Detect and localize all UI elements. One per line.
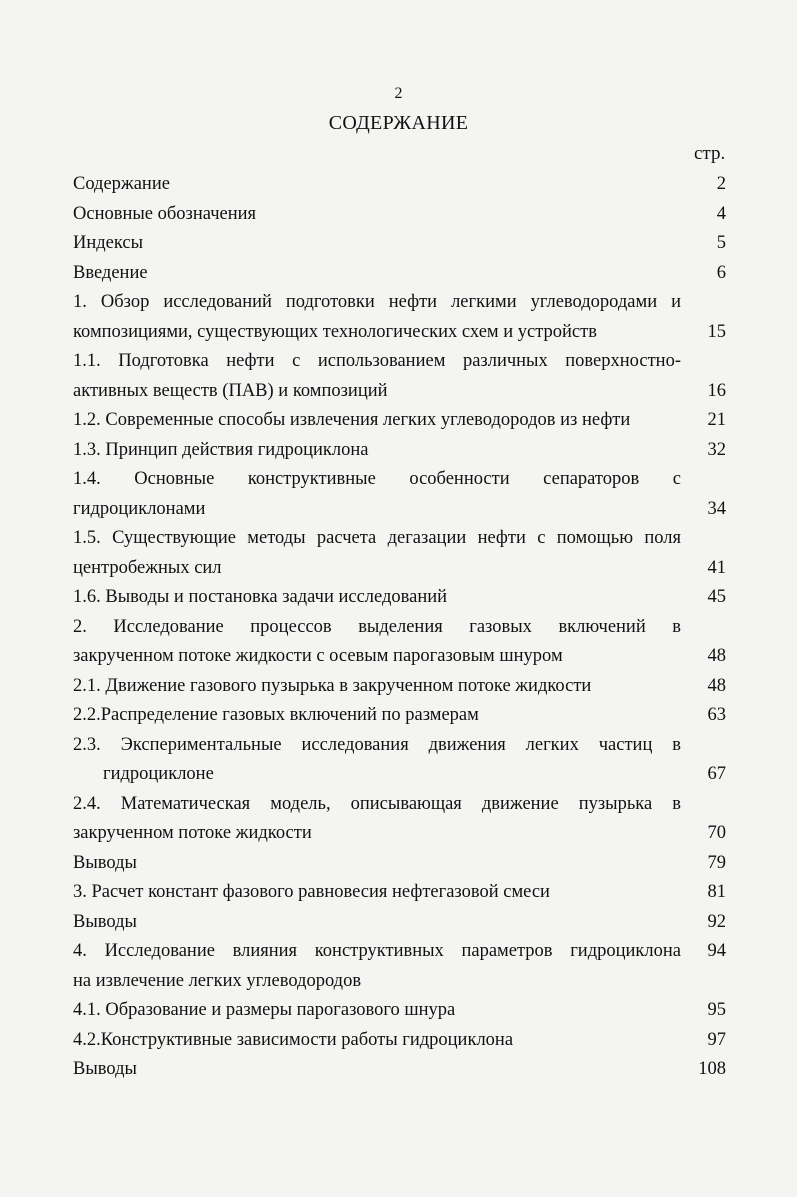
toc-entry-line: Введение bbox=[73, 262, 148, 283]
toc-entry-page: 21 bbox=[707, 410, 726, 430]
toc-entry-line: 1.3. Принцип действия гидроциклона bbox=[73, 439, 369, 460]
toc-entry-line: 2.4. Математическая модель, описывающая движение пузырька в bbox=[73, 793, 681, 814]
toc-entry-page: 97 bbox=[707, 1029, 726, 1050]
toc-entry-line: Выводы bbox=[73, 1059, 137, 1079]
toc-entry-line: Выводы bbox=[73, 911, 137, 932]
toc-entry bbox=[73, 170, 728, 200]
toc-entry bbox=[73, 436, 728, 466]
page-column-label: стр. bbox=[694, 143, 726, 164]
toc-entry-line: 1.1. Подготовка нефти с использованием различных поверхностно- bbox=[73, 351, 681, 371]
toc-entry bbox=[73, 524, 728, 583]
toc-entry bbox=[73, 406, 728, 436]
toc-entry-line: 4.1. Образование и размеры парогазового шнура bbox=[73, 1000, 456, 1020]
toc-entry bbox=[73, 200, 728, 230]
toc-entry bbox=[73, 878, 728, 908]
toc-entry-line: Выводы bbox=[73, 852, 137, 873]
toc-entry-page: 2 bbox=[716, 174, 726, 194]
toc-entry-line: композициями, существующих технологических схем и устройств bbox=[73, 321, 597, 342]
toc-entry-line: гидроциклоне bbox=[103, 764, 214, 784]
toc-entry bbox=[73, 1055, 728, 1085]
toc-entry bbox=[73, 849, 728, 879]
toc-entry bbox=[73, 937, 728, 996]
toc-entry-line: активных веществ (ПАВ) и композиций bbox=[73, 380, 388, 401]
page-number: 2 bbox=[394, 85, 403, 102]
toc-entry bbox=[73, 701, 728, 731]
toc-entry bbox=[73, 259, 728, 289]
toc-entry-line: 1.4. Основные конструктивные особенности сепараторов с bbox=[73, 469, 681, 489]
toc-entry-page: 15 bbox=[707, 321, 726, 342]
toc-entry-line: закрученном потоке жидкости с осевым парогазовым шнуром bbox=[73, 646, 563, 666]
toc-entry bbox=[73, 229, 728, 259]
page-title: СОДЕРЖАНИЕ bbox=[328, 112, 469, 134]
toc-entry-line: 3. Расчет констант фазового равновесия нефтегазовой смеси bbox=[73, 882, 550, 902]
toc-entry-page: 32 bbox=[707, 439, 726, 460]
toc-entry bbox=[73, 908, 728, 938]
toc-entry-page: 48 bbox=[707, 646, 726, 666]
toc-entry-page: 95 bbox=[707, 1000, 726, 1020]
toc-entry-line: Содержание bbox=[73, 174, 170, 194]
toc-entry bbox=[73, 465, 728, 524]
toc-entry-page: 5 bbox=[716, 233, 726, 253]
toc-entry-page: 67 bbox=[707, 764, 726, 784]
toc-entry-line: закрученном потоке жидкости bbox=[73, 823, 312, 843]
toc-entry-page: 4 bbox=[716, 203, 726, 224]
toc-entry-page: 108 bbox=[698, 1059, 726, 1079]
toc-entry-line: 2.1. Движение газового пузырька в закрученном потоке жидкости bbox=[73, 675, 592, 696]
toc-entry-line: 2.3. Экспериментальные исследования движения легких частиц в bbox=[73, 734, 681, 755]
toc-entry-page: 34 bbox=[707, 498, 726, 519]
toc-entry-line: 1. Обзор исследований подготовки нефти легкими углеводородами и bbox=[73, 292, 681, 312]
toc-entry-page: 94 bbox=[707, 941, 726, 961]
toc-entry-page: 92 bbox=[707, 911, 726, 932]
toc-entry-line: центробежных сил bbox=[73, 557, 222, 578]
toc-entry bbox=[73, 347, 728, 406]
toc-entry-line: 4. Исследование влияния конструктивных параметров гидроциклона bbox=[73, 941, 681, 961]
toc-entry-line: 1.6. Выводы и постановка задачи исследований bbox=[73, 587, 448, 607]
toc-entry bbox=[73, 288, 728, 347]
toc-entry bbox=[73, 996, 728, 1026]
toc-entry-page: 63 bbox=[707, 705, 726, 725]
toc-entry-page: 79 bbox=[707, 852, 726, 873]
toc-entry-page: 16 bbox=[707, 380, 726, 401]
toc-entry-line: Индексы bbox=[73, 233, 144, 253]
toc-entry bbox=[73, 790, 728, 849]
toc-entry-page: 45 bbox=[707, 587, 726, 607]
toc-entry bbox=[73, 1026, 728, 1056]
toc-entry-page: 81 bbox=[707, 882, 726, 902]
toc-entry-page: 70 bbox=[707, 823, 726, 843]
toc-entry-line: 1.5. Существующие методы расчета дегазации нефти с помощью поля bbox=[73, 528, 681, 548]
toc-entry-line: 4.2.Конструктивные зависимости работы гидроциклона bbox=[73, 1029, 514, 1050]
toc-entry-line: на извлечение легких углеводородов bbox=[73, 970, 362, 991]
toc-entry-page: 41 bbox=[707, 557, 726, 578]
toc-entry-page: 6 bbox=[716, 262, 726, 283]
toc-entry bbox=[73, 731, 728, 790]
table-of-contents bbox=[73, 170, 728, 1085]
toc-entry bbox=[73, 613, 728, 672]
toc-entry-line: 2. Исследование процессов выделения газовых включений в bbox=[73, 616, 681, 637]
toc-entry-line: Основные обозначения bbox=[73, 203, 257, 224]
toc-entry-line: гидроциклонами bbox=[73, 498, 206, 519]
toc-entry-line: 1.2. Современные способы извлечения легких углеводородов из нефти bbox=[73, 410, 631, 430]
toc-entry bbox=[73, 672, 728, 702]
toc-entry bbox=[73, 583, 728, 613]
toc-entry-line: 2.2.Распределение газовых включений по размерам bbox=[73, 705, 479, 725]
toc-entry-page: 48 bbox=[707, 675, 726, 696]
